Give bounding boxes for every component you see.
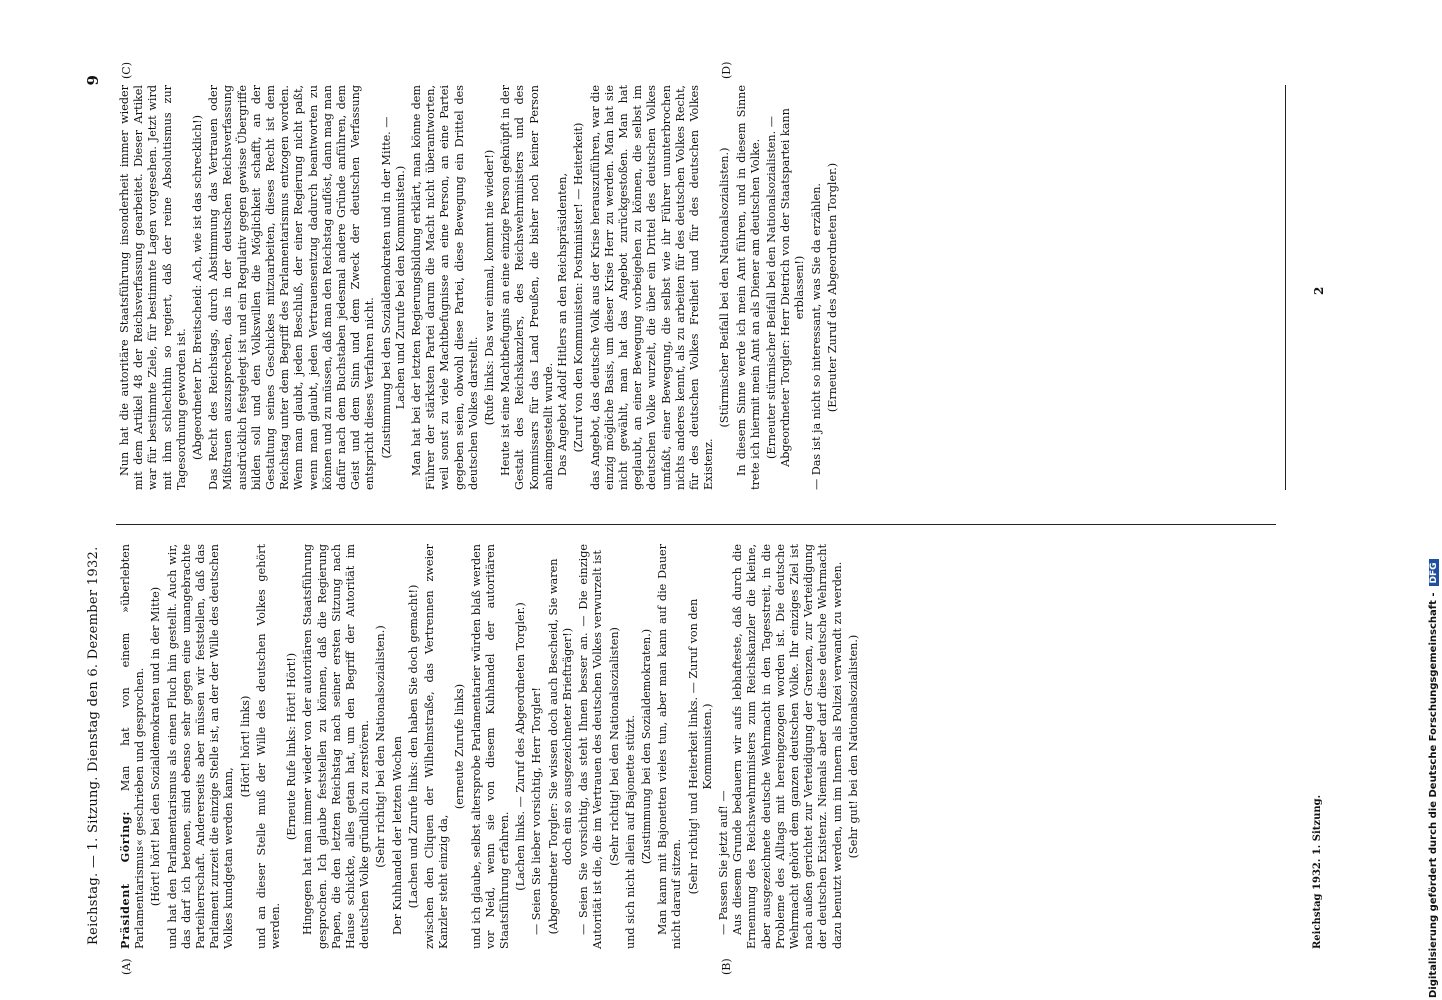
interjection: (Lachen und Zurufe links: den haben Sie doch gemacht!): [406, 584, 420, 909]
paragraph: — Seien Sie lieber vorsichtig, Herr Torgler!: [530, 687, 544, 935]
column-divider: [116, 524, 1276, 525]
margin-marker-a: (A): [120, 958, 133, 975]
paragraph: und ich glaube, selbst altersprobe Parlamentarier würden blaß werden vor Neid, wenn sie von diesem Kuhhandel der autoritären Staatsführung erfahren.: [469, 544, 512, 949]
paragraph: und hat den Parlamentarismus als einen Fluch hin gestellt. Auch wir, das darf ich betonen, sind ebenso sehr gegen eine umangebrachte Parteiherrschaft. Andererseits aber müssen wir feststellen, daß das Parlament zurzeit die einzige Stelle ist, an der der Wille des deutschen Volkes kundgetan werden kann,: [165, 544, 236, 949]
paragraph: In diesem Sinne werde ich mein Amt führen, und in diesem Sinne trete ich hiermit mein Amt an als Diener am deutschen Volke.: [734, 85, 762, 490]
interjection: (erneute Zurufe links): [453, 683, 467, 810]
paragraph: Man hat bei der letzten Regierungsbildung erklärt, man könne dem Führer der stärksten Partei darum die Macht nicht überantworten, weil sonst zu viele Machtbefugnisse an eine Person, an eine Partei gegeben seien, obwohl diese Partei, diese Bewegung ein Drittel des deutschen Volkes darstellt.: [410, 85, 480, 490]
paragraph: Das Recht des Reichstags, durch Abstimmung das Vertrauen oder Mißtrauen auszusprechen, das in der deutschen Reichsverfassung ausdrücklich festgelegt ist und ein Regulativ gegen gewisse Übergriffe bilden soll und den Volkswillen die Möglichkeit schafft, an der Gestaltung seines Geschickes mitzuarbeiten, dieses Recht ist dem Reichstag unter dem Begriff des Parlamentarismus entzogen worden. Wenn man glaubt, jeden Beschluß, der einer Regierung nicht paßt, wenn man glaubt, jeden Vertrauensentzug dadurch beantworten zu können und zu müssen, daß man den Reichstag auflöst, dann mag man dafür nach dem Buchstaben jedesmal andere Gründe anführen, dem Geist und dem Sinn und dem Zweck der deutschen Verfassung entspricht dieses Verfahren nicht.: [207, 85, 377, 490]
paragraph: Nun hat die autoritäre Staatsführung insonderheit immer wieder mit dem Artikel 48 der Reichsverfassung gearbeitet. Dieser Artikel war für bestimmte Ziele, für bestimmte Lagen vorgesehen. Jetzt wird mit ihm schlechthin so regiert, daß der reine Absolutismus zur Tagesordnung geworden ist.: [118, 85, 188, 490]
paragraph: — Das ist ja nicht so interessant, was Sie da erzählen.: [809, 183, 823, 490]
paragraph: Das Angebot Adolf Hitlers an den Reichspräsidenten,: [556, 172, 570, 476]
paragraph: Der Kuhhandel der letzten Wochen: [390, 736, 404, 935]
paragraph: — Passen Sie jetzt auf! —: [716, 790, 730, 935]
interjection: (Rufe links: Das war einmal, kommt nie wieder!): [483, 149, 497, 426]
page-header: [80, 75, 108, 955]
page-number: 9: [84, 75, 102, 86]
right-column: [118, 85, 842, 490]
credit-text: Digitalisierung gefördert durch die Deutsche Forschungsgemeinschaft -: [1428, 592, 1439, 998]
interjection: (Abgeordneter Torgler: Sie wissen doch auch Bescheid, Sie waren doch ein so ausgezeichneter Briefträger!): [546, 558, 574, 935]
interjection: (Sehr richtig! bei den Nationalsozialisten.): [374, 625, 388, 868]
footer-left: Reichstag 1932. 1. Sitzung.: [1312, 794, 1323, 949]
margin-marker-b: (B): [720, 958, 733, 975]
column-end-rule: [1285, 85, 1286, 490]
interjection: (Erneuter Zuruf des Abgeordneten Torgler.): [825, 162, 839, 413]
paragraph: zwischen den Cliquen der Wilhelmstraße, das Vertrennen zweier Kanzler steht einzig da,: [423, 544, 451, 949]
paragraph: Man hat von einem »überlebten Parlamentarismus« geschrieben und gesprochen.: [119, 544, 147, 949]
interjection: (Stürmischer Beifall bei den Nationalsozialisten.): [718, 147, 732, 428]
paragraph: Hingegen hat man immer wieder von der autoritären Staatsführung gesprochen. Ich glaube feststellen zu können, daß die Regierung Papen, die den letzten Reichstag nach seiner ersten Sitzung nach Hause schickte, alles getan hat, um den Begriff der Autorität im deutschen Volke gründlich zu zerstören.: [301, 544, 372, 949]
paragraph: Heute ist eine Machtbefugnis an eine einzige Person geknüpft in der Gestalt des Reichskanzlers, des Reichswehrministers und des Kommissars für das Land Preußen, die bisher noch keiner Person anheimgestellt wurde.: [499, 85, 555, 490]
paragraph: — Seien Sie vorsichtig, das steht Ihnen besser an. — Die einzige Autorität ist die, die im Vertrauen des deutschen Volkes verwurzelt ist: [577, 544, 605, 949]
interjection: (Hört! hört! bei den Sozialdemokraten und in der Mitte): [149, 586, 163, 907]
interjection: (Abgeordneter Dr. Breitscheid: Ach, wie ist das schrecklich!): [191, 114, 205, 461]
interjection: (Zustimmung bei den Sozialdemokraten.): [639, 628, 653, 865]
margin-marker-c: (C): [120, 62, 133, 79]
digitization-credit: [1428, 8, 1442, 998]
paragraph: Aus diesem Grunde bedauern wir aufs lebhafteste, daß durch die Ernennung des Reichswehrministers zum Reichskanzler die kleine, aber ausgezeichnete deutsche Wehrmacht in den Tagesstreit, in die Probleme des Alltags mit hereingezogen worden ist. Die deutsche Wehrmacht gehört dem ganzen deutschen Volke. Ihr einziges Ziel ist nach außen gerichtet zur Verteidigung der Grenzen, zur Verteidigung der deutschen Existenz. Niemals aber darf diese deutsche Wehrmacht dazu benutzt werden, um im Innern als Polizei verwandt zu werden.: [731, 544, 844, 949]
paragraph: und an dieser Stelle muß der Wille des deutschen Volkes gehört werden.: [254, 544, 283, 949]
interjection: (Sehr richtig! und Heiterkeit links. — Zuruf von den Kommunisten.): [686, 598, 714, 895]
paragraph: und sich nicht allein auf Bajonette stützt.: [623, 714, 637, 949]
rotated-page: [80, 61, 1340, 975]
margin-marker-d: (D): [720, 61, 733, 79]
interjection: (Erneuter stürmischer Beifall bei den Nationalsozialisten. — Abgeordneter Torgler: Herr Dietrich von der Staatspartei kann erblassen!): [764, 108, 807, 467]
paragraph: Man kann mit Bajonetten vieles tun, aber man kann auf die Dauer nicht darauf sitzen.: [656, 544, 684, 949]
interjection: (Hört! hört! links): [238, 695, 252, 798]
interjection: (Lachen links. — Zuruf des Abgeordneten Torgler.): [514, 602, 528, 891]
interjection: (Zustimmung bei den Sozialdemokraten und in der Mitte. — Lachen und Zurufe bei den Kommunisten.): [379, 116, 407, 459]
paragraph: das Angebot, das deutsche Volk aus der Krise herauszuführen, war die einzig mögliche Basis, um dieser Krise Herr zu werden. Man hat sie nicht gewählt, man hat das Angebot zurückgestoßen. Man hat geglaubt, an einer Bewegung vorbeigehen zu können, die selbst im deutschen Volke wurzelt, die über ein Drittel des deutschen Volkes umfaßt, einer Bewegung, die selbst wie ihr Führer ununterbrochen nichts anderes kennt, als zu arbeiten für des deutschen Volkes Recht, für des deutschen Volkes Freiheit und für des deutschen Volkes Existenz.: [588, 85, 716, 490]
interjection: (Sehr richtig! bei den Nationalsozialisten): [607, 627, 621, 866]
dfg-logo: DFG: [1429, 559, 1439, 586]
interjection: (Zuruf von den Kommunisten: Postminister! — Heiterkeit): [572, 122, 586, 453]
speaker-name: Präsident Göring:: [118, 810, 132, 949]
signature-number: 2: [1312, 286, 1326, 295]
interjection: (Erneute Rufe links: Hört! Hört!): [285, 652, 299, 841]
header-title: Reichstag. — 1. Sitzung. Dienstag den 6. Dezember 1932.: [86, 546, 101, 945]
interjection: (Sehr gut! bei den Nationalsozialisten.): [846, 634, 860, 859]
left-column: [118, 544, 863, 949]
